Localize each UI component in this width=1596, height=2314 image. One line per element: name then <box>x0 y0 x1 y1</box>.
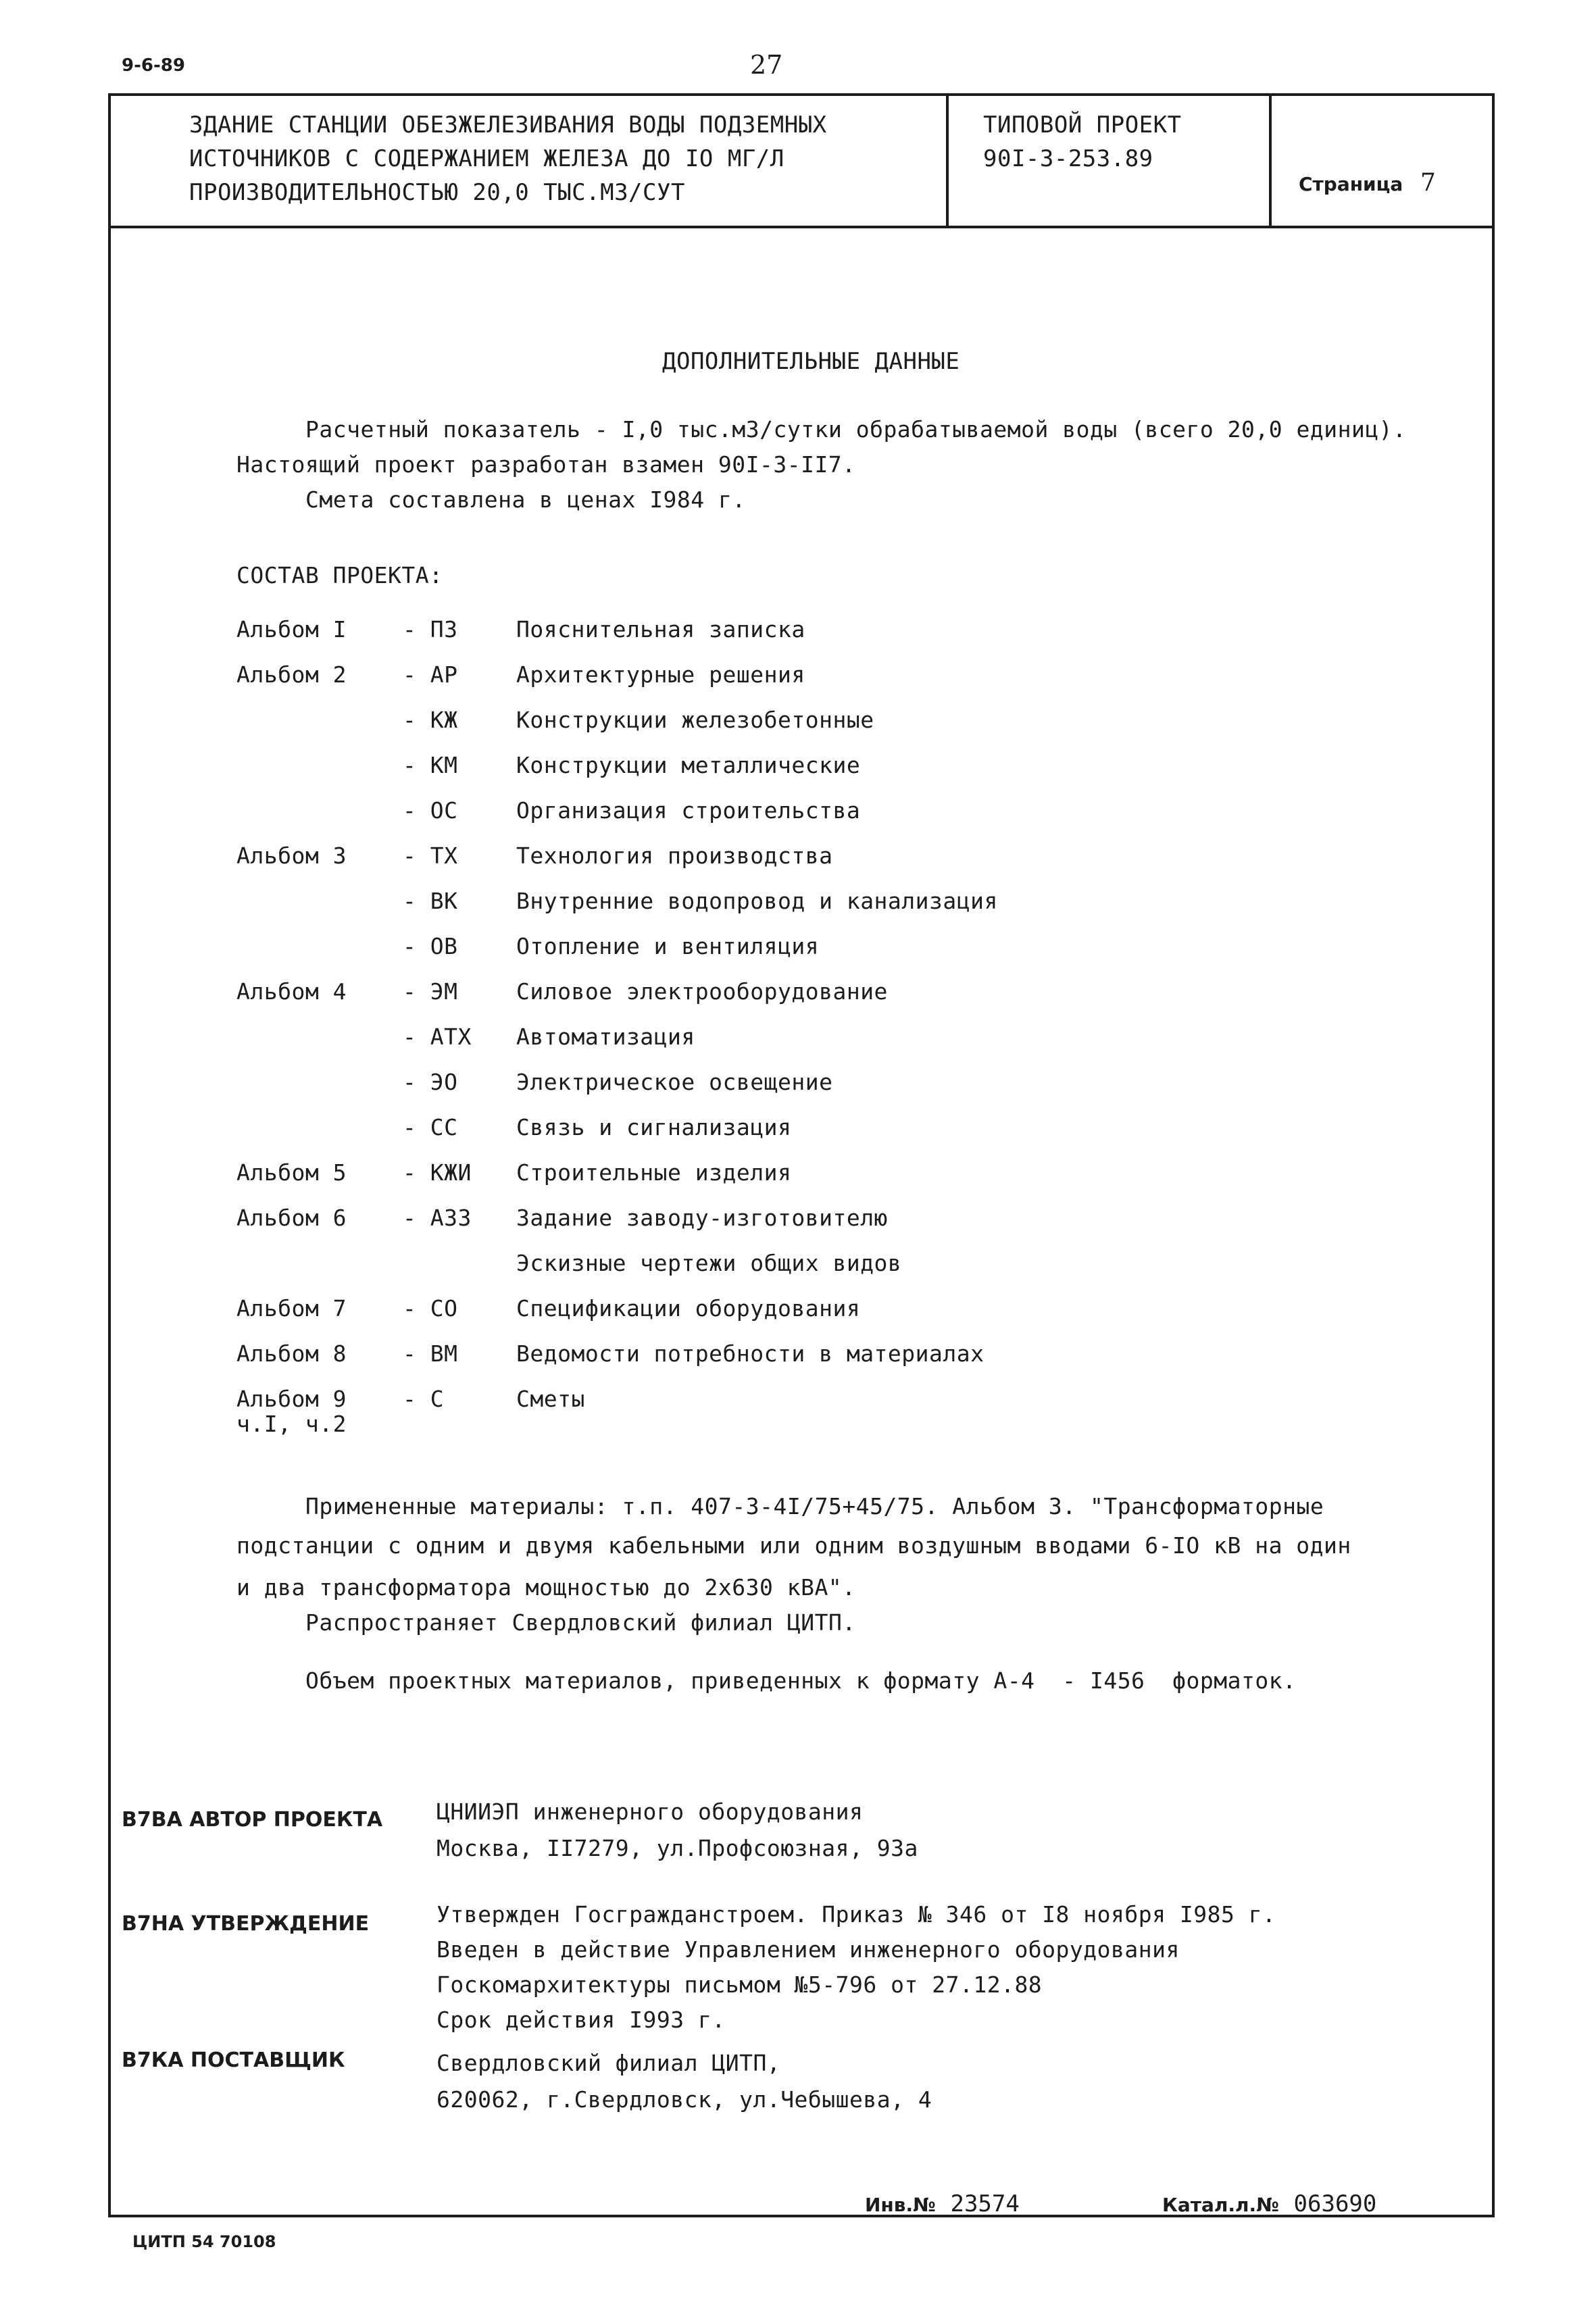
project-number: 90I-3-253.89 <box>983 145 1153 172</box>
inventory-label: Инв.№ <box>865 2194 936 2216</box>
composition-code: - ЭМ <box>403 978 458 1005</box>
header-col-divider-2 <box>1269 93 1272 228</box>
composition-name: Внутренние водопровод и канализация <box>516 888 998 914</box>
composition-name: Эскизные чертежи общих видов <box>516 1250 902 1276</box>
header-divider <box>108 226 1492 228</box>
composition-name: Ведомости потребности в материалах <box>516 1340 984 1367</box>
composition-heading: СОСТАВ ПРОЕКТА: <box>236 562 443 588</box>
composition-code: - ПЗ <box>403 616 458 643</box>
composition-name: Автоматизация <box>516 1024 695 1050</box>
composition-album: Альбом 2 <box>236 661 347 688</box>
composition-code: - АР <box>403 661 458 688</box>
composition-name: Пояснительная записка <box>516 616 805 643</box>
catalog-label: Катал.л.№ <box>1162 2194 1279 2216</box>
date-code: 9-6-89 <box>122 55 185 76</box>
composition-code: - АТХ <box>403 1024 472 1050</box>
sheet-number: 27 <box>750 50 783 80</box>
composition-name: Конструкции железобетонные <box>516 707 874 733</box>
bottom-code: ЦИТП 54 70108 <box>132 2232 276 2251</box>
author-line-1: ЦНИИЭП инженерного оборудования <box>437 1799 864 1825</box>
composition-name: Отопление и вентиляция <box>516 933 820 959</box>
title-line: ЗДАНИЕ СТАНЦИИ ОБЕЗЖЕЛЕЗИВАНИЯ ВОДЫ ПОДЗЕМНЫХ <box>189 111 827 139</box>
composition-album: Альбом 5 <box>236 1159 347 1186</box>
composition-name: Силовое электрооборудование <box>516 978 888 1005</box>
composition-album: Альбом I <box>236 616 347 643</box>
catalog-number <box>1162 2190 1376 2217</box>
approval-line-4: Срок действия I993 г. <box>437 2007 726 2033</box>
section-title: ДОПОЛНИТЕЛЬНЫЕ ДАННЫЕ <box>662 348 960 375</box>
supplier-label: В7КА ПОСТАВЩИК <box>122 2048 345 2072</box>
composition-name: Связь и сигнализация <box>516 1114 792 1140</box>
composition-code: - СО <box>403 1295 458 1322</box>
composition-code: - ЭО <box>403 1069 458 1095</box>
materials-line-2: подстанции с одним и двумя кабельными или одним воздушным вводами 6-IO кВ на один <box>236 1532 1351 1559</box>
composition-name: Технология производства <box>516 842 833 869</box>
supplier-line-2: 620062, г.Свердловск, ул.Чебышева, 4 <box>437 2086 932 2113</box>
composition-code: - ОС <box>403 797 458 824</box>
composition-code: - ВК <box>403 888 458 914</box>
composition-album: Альбом 4 <box>236 978 347 1005</box>
materials-line-3: и два трансформатора мощностью до 2х630 кВА". <box>236 1574 856 1601</box>
composition-name: Электрическое освещение <box>516 1069 833 1095</box>
document-title <box>189 108 827 209</box>
materials-line-4: Распространяет Свердловский филиал ЦИТП. <box>305 1609 856 1636</box>
composition-name: Архитектурные решения <box>516 661 805 688</box>
composition-code: - ВМ <box>403 1340 458 1367</box>
intro-line-1: Расчетный показатель - I,0 тыс.м3/сутки обрабатываемой воды (всего 20,0 единиц). <box>305 416 1407 443</box>
composition-album: Альбом 9 <box>236 1386 347 1412</box>
author-line-2: Москва, II7279, ул.Профсоюзная, 93а <box>437 1835 918 1861</box>
composition-name: Строительные изделия <box>516 1159 792 1186</box>
project-block <box>983 108 1182 176</box>
composition-name: Организация строительства <box>516 797 861 824</box>
header-col-divider-1 <box>946 93 949 228</box>
composition-name: Задание заводу-изготовителю <box>516 1205 888 1231</box>
composition-album: Альбом 7 <box>236 1295 347 1322</box>
composition-code: - ТХ <box>403 842 458 869</box>
approval-line-2: Введен в действие Управлением инженерного оборудования <box>437 1936 1180 1963</box>
composition-code: - ОВ <box>403 933 458 959</box>
approval-line-3: Госкомархитектуры письмом №5-796 от 27.12.88 <box>437 1971 1043 1998</box>
page-number: 7 <box>1420 169 1436 197</box>
composition-code: - СС <box>403 1114 458 1140</box>
page-label: Страница <box>1299 173 1403 195</box>
inventory-value: 23574 <box>950 2190 1020 2217</box>
title-line: ПРОИЗВОДИТЕЛЬНОСТЬЮ 20,0 ТЫС.М3/СУТ <box>189 179 685 206</box>
catalog-value: 063690 <box>1293 2190 1377 2217</box>
composition-code: - КЖ <box>403 707 458 733</box>
composition-album: Альбом 8 <box>236 1340 347 1367</box>
author-label: В7ВА АВТОР ПРОЕКТА <box>122 1808 383 1832</box>
supplier-line-1: Свердловский филиал ЦИТП, <box>437 2050 781 2076</box>
materials-line-1: Примененные материалы: т.п. 407-3-4I/75+45/75. Альбом 3. "Трансформаторные <box>305 1493 1324 1519</box>
album9-parts: ч.I, ч.2 <box>236 1411 347 1437</box>
composition-code: - С <box>403 1386 445 1412</box>
page-frame <box>108 93 1495 2217</box>
composition-code: - АЗЗ <box>403 1205 472 1231</box>
intro-line-2: Настоящий проект разработан взамен 90I-3-II7. <box>236 451 856 478</box>
composition-name: Сметы <box>516 1386 585 1412</box>
approval-label: В7НА УТВЕРЖДЕНИЕ <box>122 1912 370 1936</box>
project-type: ТИПОВОЙ ПРОЕКТ <box>983 111 1182 139</box>
composition-album: Альбом 6 <box>236 1205 347 1231</box>
volume-line: Объем проектных материалов, приведенных к формату А-4 - I456 форматок. <box>305 1667 1297 1694</box>
composition-album: Альбом 3 <box>236 842 347 869</box>
intro-line-3: Смета составлена в ценах I984 г. <box>305 486 746 513</box>
approval-line-1: Утвержден Госгражданстроем. Приказ № 346 от I8 ноября I985 г. <box>437 1901 1276 1928</box>
title-line: ИСТОЧНИКОВ С СОДЕРЖАНИЕМ ЖЕЛЕЗА ДО IO МГ/Л <box>189 145 784 172</box>
composition-name: Спецификации оборудования <box>516 1295 861 1322</box>
composition-code: - КМ <box>403 752 458 778</box>
composition-name: Конструкции металлические <box>516 752 861 778</box>
page-indicator <box>1299 169 1436 197</box>
composition-code: - КЖИ <box>403 1159 472 1186</box>
inventory-number <box>865 2190 1020 2217</box>
